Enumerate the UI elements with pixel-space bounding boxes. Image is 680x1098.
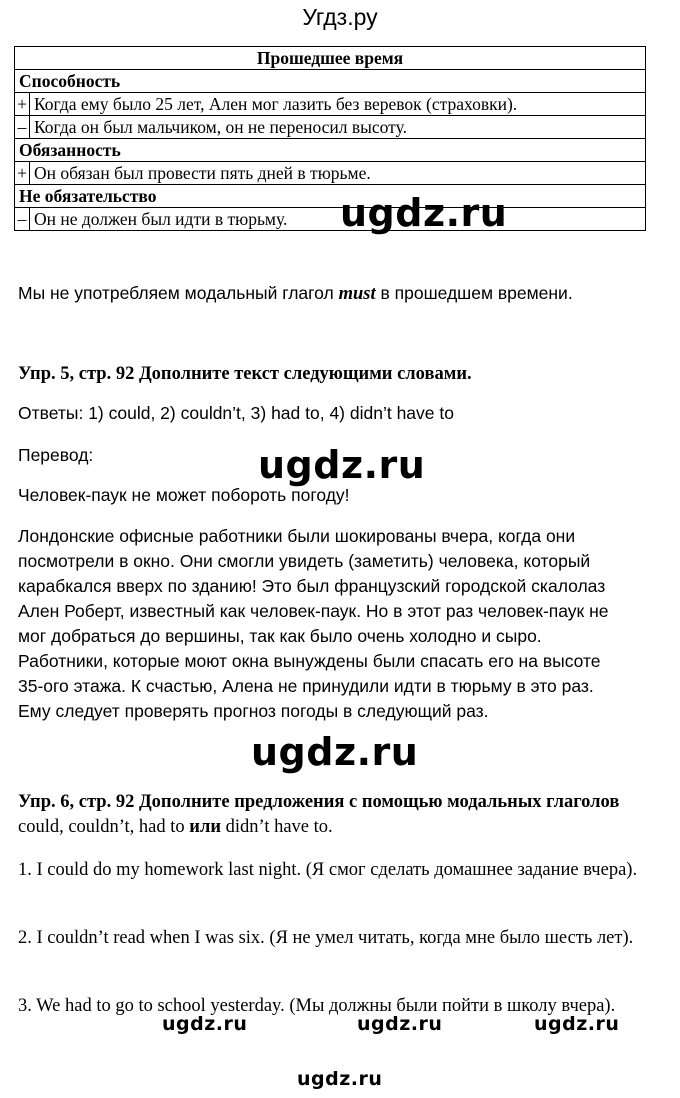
translation-label: Перевод: bbox=[18, 445, 94, 465]
exercise-6-title-part1: Упр. 6, стр. 92 Дополните предложения с помощью модальных глаголов bbox=[18, 792, 620, 812]
grammar-table bbox=[14, 46, 646, 231]
table-heading: Прошедшее время bbox=[15, 47, 646, 70]
exercise-6-title bbox=[18, 790, 633, 840]
list-item: 1. I could do my homework last night. (Я смог сделать домашнее задание вчера). bbox=[18, 860, 638, 880]
section-title-obligation: Обязанность bbox=[15, 139, 646, 162]
note-text-before: Мы не употребляем модальный глагол bbox=[18, 283, 339, 303]
table-heading-row bbox=[15, 47, 646, 70]
section-title-no-obligation: Не обязательство bbox=[15, 185, 646, 208]
table-row bbox=[15, 162, 646, 185]
exercise-6-title-part4: didn’t have to. bbox=[220, 817, 333, 837]
sign-cell: – bbox=[15, 208, 30, 231]
table-section-row bbox=[15, 139, 646, 162]
table-row bbox=[15, 116, 646, 139]
text-cell: Когда он был мальчиком, он не переносил высоту. bbox=[30, 116, 646, 139]
table-row bbox=[15, 208, 646, 231]
sign-cell: + bbox=[15, 93, 30, 116]
list-item: 3. We had to go to school yesterday. (Мы должны были пойти в школу вчера). bbox=[18, 996, 616, 1016]
watermark: ugdz.ru bbox=[162, 1013, 248, 1035]
text-cell: Он обязан был провести пять дней в тюрьме. bbox=[30, 162, 646, 185]
translation-headline: Человек-паук не может побороть погоду! bbox=[18, 485, 350, 505]
note-emphasis: must bbox=[338, 284, 376, 304]
watermark: ugdz.ru bbox=[297, 1068, 383, 1090]
sign-cell: – bbox=[15, 116, 30, 139]
text-cell: Когда ему было 25 лет, Ален мог лазить без веревок (страховки). bbox=[30, 93, 646, 116]
translation-text: Лондонские офисные работники были шокированы вчера, когда они посмотрели в окно. Они смогли увидеть (заметить) человека, который карабкался вверх по зданию! Это был французский городской скалолаз Ален Роберт, известный как человек-паук. Но в этот раз человек-паук не мог добраться до вершины, так как было очень холодно и сыро. Работники, которые моют окна вынуждены были спасать его на высоте 35-ого этажа. К счастью, Алена не принудили идти в тюрьму в это раз. Ему следует проверять прогноз погоды в следующий раз. bbox=[18, 526, 609, 721]
exercise-6-title-part3: или bbox=[189, 817, 221, 837]
watermark: ugdz.ru bbox=[251, 730, 419, 774]
text-cell: Он не должен был идти в тюрьму. bbox=[30, 208, 646, 231]
note-text-after: в прошедшем времени. bbox=[375, 283, 573, 303]
table-section-row bbox=[15, 70, 646, 93]
watermark: ugdz.ru bbox=[340, 191, 508, 235]
section-title-ability: Способность bbox=[15, 70, 646, 93]
table-section-row bbox=[15, 185, 646, 208]
site-title: Угдз.ру bbox=[302, 4, 378, 30]
sign-cell: + bbox=[15, 162, 30, 185]
table-row bbox=[15, 93, 646, 116]
exercise-6-title-part2: could, couldn’t, had to bbox=[18, 817, 190, 837]
exercise-5-title: Упр. 5, стр. 92 Дополните текст следующими словами. bbox=[18, 364, 472, 384]
exercise-5-answers: Ответы: 1) could, 2) couldn’t, 3) had to, 4) didn’t have to bbox=[18, 403, 454, 423]
watermark: ugdz.ru bbox=[534, 1013, 620, 1035]
must-note bbox=[18, 281, 648, 307]
watermark: ugdz.ru bbox=[357, 1013, 443, 1035]
list-item: 2. I couldn’t read when I was six. (Я не умел читать, когда мне было шесть лет). bbox=[18, 928, 634, 948]
watermark: ugdz.ru bbox=[258, 443, 426, 487]
